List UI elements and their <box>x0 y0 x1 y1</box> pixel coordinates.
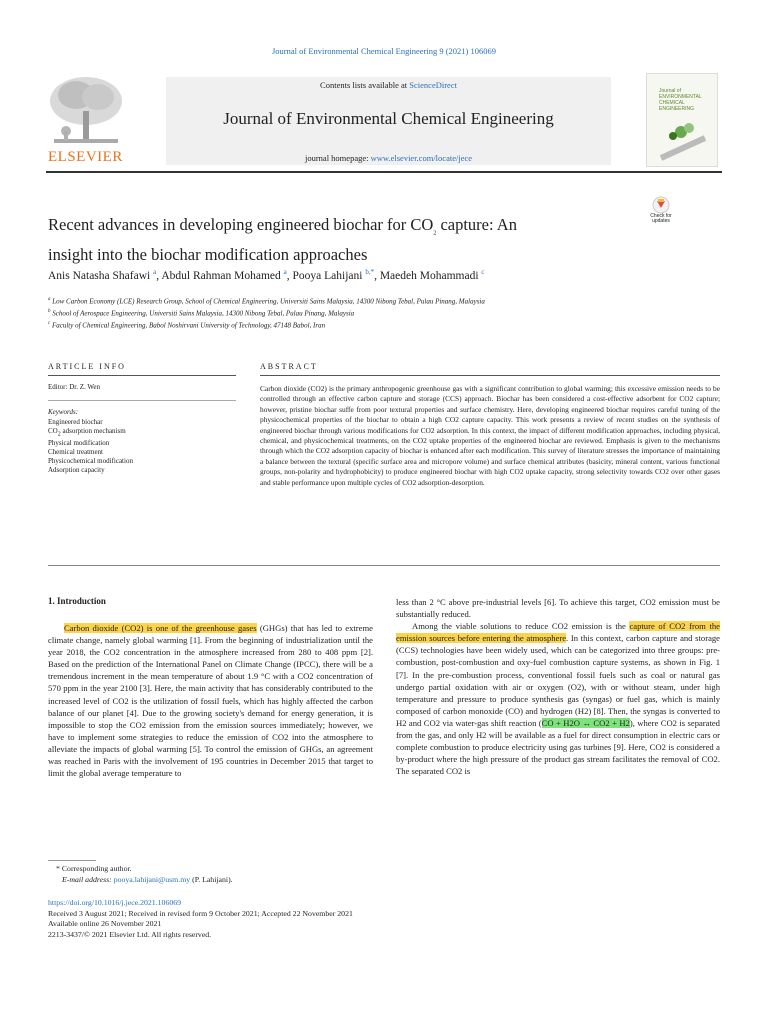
divider <box>260 375 720 376</box>
author[interactable] <box>380 270 485 282</box>
tree-logo-icon <box>46 73 126 147</box>
homepage-prefix: journal homepage: <box>304 153 371 163</box>
author[interactable] <box>48 270 156 282</box>
divider <box>48 375 236 376</box>
highlighted-equation: CO + H2O ↔ CO2 + H2 <box>541 717 630 728</box>
cover-line: ENVIRONMENTAL <box>659 94 702 100</box>
check-updates-icon <box>646 196 676 214</box>
paragraph <box>48 622 373 779</box>
section-heading: 1. Introduction <box>48 596 106 606</box>
affiliation <box>48 307 485 319</box>
abstract-text: Carbon dioxide (CO2) is the primary anthropogenic greenhouse gas with a significant contribution to global warming; this excessive emission needs to be controlled through an effective carbon capture and storage (CCS) approach. Biochar has been considered a cost-effective adsorbent for CO2 capture; however, pristine biochar suffe from poor textural properties and surface chemistry. Here, developing engineered biochar requires careful tuning of the physicochemical properties of the biochar to obtain a high CO2 capture capacity. This work presents a review of recent studies on the synthesis of engineered biochar through various modifications for CO2 adsorption. In this context, the impact of different modification approaches, including physical, chemical, and physicochemical treatments, on the CO2 uptake properties of the engineered biochar are reviewed. Emphasis is given to the mechanisms through which the CO2 adsorption capacity of biochar is enhanced after each modification. This survey of literature stresses the importance of maintaining a balance between the textural (specific surface area and micropore volume) and surface chemical attributes (basicity, mineral content, various functional groups, non-polarity and hydrophobicity) to produce engineered biochar with high CO2 uptake capacity, strong selectivity towards CO2 over other gases and stable performance upon multiple cycles of CO2 adsorption-desorption. <box>260 384 720 487</box>
homepage-line <box>166 153 611 163</box>
keyword: Adsorption capacity <box>48 466 105 475</box>
affiliation <box>48 319 485 331</box>
keyword: $CO_2$ adsorption mechanism <box>48 427 126 438</box>
article-metadata <box>48 898 353 940</box>
divider <box>48 565 720 566</box>
intro-left-column <box>48 622 373 779</box>
author-list: Anis Natasha Shafawi $^a$, Abdul Rahman Mohamed $^a$, Pooya Lahijani $^{b,*}$, Maedeh Mohammadi $^c$ <box>48 268 485 282</box>
contents-prefix: Contents lists available at <box>320 80 410 90</box>
footnote-divider <box>48 860 96 861</box>
article-title: Recent advances in developing engineered biochar for $CO_2$ capture: An insight into the biochar modification approaches <box>48 215 517 265</box>
author[interactable] <box>161 270 286 282</box>
title-part: Recent advances in developing engineered biochar for CO <box>48 215 434 234</box>
badge-line: updates <box>652 218 670 224</box>
homepage-link[interactable]: www.elsevier.com/locate/jece <box>370 153 473 163</box>
paragraph-text: Among the viable solutions to reduce CO2 emission is the <box>412 621 630 632</box>
keywords-list <box>48 418 133 475</box>
author-affil-sup[interactable]: c <box>481 268 485 276</box>
affil-sup: a <box>48 297 51 302</box>
affil-text: Faculty of Chemical Engineering, Babol Noshirvani University of Technology, 47148 Babol, Iran <box>51 320 326 329</box>
badge-line: Check for <box>650 213 672 219</box>
doi-link[interactable]: https://doi.org/10.1016/j.jece.2021.106069 <box>48 898 182 907</box>
divider <box>48 400 236 401</box>
email-name: (P. Lahijani). <box>190 874 233 884</box>
keyword: Engineered biochar <box>48 418 103 426</box>
contents-line <box>166 80 611 90</box>
journal-title: Journal of Environmental Chemical Engineering <box>223 109 554 128</box>
journal-header <box>46 73 722 173</box>
email-link[interactable]: pooya.lahijani@usm.my <box>113 874 191 884</box>
paragraph <box>396 596 720 620</box>
affiliation <box>48 295 485 307</box>
author-name: Anis Natasha Shafawi <box>48 269 151 282</box>
copyright: 2213-3437/© 2021 Elsevier Ltd. All rights reserved. <box>48 929 212 939</box>
author-affil-sup[interactable]: a <box>153 268 157 276</box>
paragraph-text: . In this context, carbon capture and storage (CCS) technologies have been widely used, which can be categorized into three groups: pre-combustion, post-combustion and oxy-fuel combustion capture systems, as shown in Fig. 1 [7]. In the pre-combustion process, conventional fossil fuels such as coal or natural gas undergo partial oxidation with air or oxygen (O2), with or without steam, under high temperature and pressure to produce synthesis gas (syngas) or fuel gas, which is mainly composed of carbon monoxide (CO) and hydrogen (H2) [8]. Then, the syngas is converted to H2 and CO2 via water-gas shift reaction ( <box>396 633 720 728</box>
article-info-heading: ARTICLE INFO <box>48 362 126 371</box>
received-dates: Received 3 August 2021; Received in revised form 9 October 2021; Accepted 22 November 2021 <box>48 908 353 918</box>
keyword: Physicochemical modification <box>48 457 133 466</box>
cover-line: ENGINEERING <box>659 106 695 112</box>
highlighted-text: Carbon dioxide (CO2) is one of the greenhouse gases <box>64 623 257 633</box>
publisher-name: ELSEVIER <box>48 149 123 165</box>
cover-line: Journal of <box>659 88 681 94</box>
journal-banner <box>166 77 611 165</box>
highlighted-text: capture of CO2 from the emission sources before entering the atmosphere <box>396 621 720 644</box>
elsevier-logo[interactable] <box>46 73 126 165</box>
sciencedirect-link[interactable]: ScienceDirect <box>409 80 457 90</box>
author-name: Abdul Rahman Mohamed <box>161 269 281 282</box>
affil-sup: c <box>48 320 51 326</box>
paragraph-text: less than 2 °C above pre-industrial levels [6]. To achieve this target, CO2 emission must be substantially reduced. <box>396 597 720 620</box>
check-for-updates-badge[interactable] <box>646 196 676 230</box>
footnotes <box>56 864 233 885</box>
affil-sup: b <box>48 308 51 314</box>
abstract-heading: ABSTRACT <box>260 362 318 371</box>
keyword: Chemical treatment <box>48 448 104 457</box>
corresponding-note: * Corresponding author. <box>56 864 132 873</box>
author[interactable] <box>293 270 375 282</box>
intro-right-column <box>396 596 720 777</box>
affil-text: Low Carbon Economy (LCE) Research Group, School of Chemical Engineering, Universiti Sains Malaysia, 14300 Nibong Tebal, Pulau Pinang, Malaysia <box>52 297 485 306</box>
email-line <box>56 875 233 886</box>
keyword: Physical modification <box>48 439 110 448</box>
paragraph-text: ), where CO2 is separated from the gas, and only H2 will be available as a fuel for direct consumption in electric cars or complete combustion to produce electricity using gas turbines [9]. Here, CO2 is considered a by-product where the high pressure of the product gas stream facilitates the removal of CO2. The separated CO2 is <box>396 717 720 777</box>
journal-cover-image[interactable] <box>646 73 718 167</box>
affiliations <box>48 295 485 330</box>
badge-label <box>646 214 676 224</box>
author-name: Pooya Lahijani <box>292 269 363 282</box>
cover-title <box>659 88 702 112</box>
paragraph <box>396 620 720 777</box>
title-part: insight into the biochar modification approaches <box>48 245 368 265</box>
title-part: capture: An <box>436 215 517 234</box>
author-name: Maedeh Mohammadi <box>379 269 479 282</box>
email-label: E-mail address: <box>62 874 114 884</box>
paragraph-text: (GHGs) that has led to extreme climate change, namely global warming [1]. From the beginning of industrialization until the year 2018, the CO2 concentration in the atmosphere increased from 280 to 408 ppm [2]. Based on the prediction of the International Panel on Climate Change (IPCC), there will be a tremendous increment in the mean temperature of about 1.9 °C with a CO2 concentration of 570 ppm in the year 2100 [3]. Here, the main activity that has considerably contributed to the increased level of CO2 is the utilization of fossil fuels, which has highly affected the carbon balance of our planet [4]. Due to the growing society's demand for energy generation, it is impossible to stop the CO2 emission from the emission sources immediately; however, we have to implement some strategies to reduce the emission of CO2 into the atmosphere to alleviate the impacts of global warming [5]. To control the emission of GHGs, an agreement was reached in Paris with the involvement of 195 countries in December 2015 that target to limit the global average temperature to <box>48 623 373 779</box>
available-date: Available online 26 November 2021 <box>48 919 162 928</box>
author-affil-sup[interactable]: b,* <box>365 268 375 276</box>
journal-reference[interactable]: Journal of Environmental Chemical Engineering 9 (2021) 106069 <box>271 46 497 56</box>
editor-line: Editor: Dr. Z. Wen <box>48 383 100 391</box>
cover-plant-icon <box>655 118 711 162</box>
cover-line: CHEMICAL <box>659 100 685 106</box>
affil-text: School of Aerospace Engineering, Universiti Sains Malaysia, 14300 Nibong Tebal, Pulau Pinang, Malaysia <box>52 309 355 318</box>
keywords-label: Keywords: <box>48 408 79 416</box>
author-affil-sup[interactable]: a <box>283 268 287 276</box>
